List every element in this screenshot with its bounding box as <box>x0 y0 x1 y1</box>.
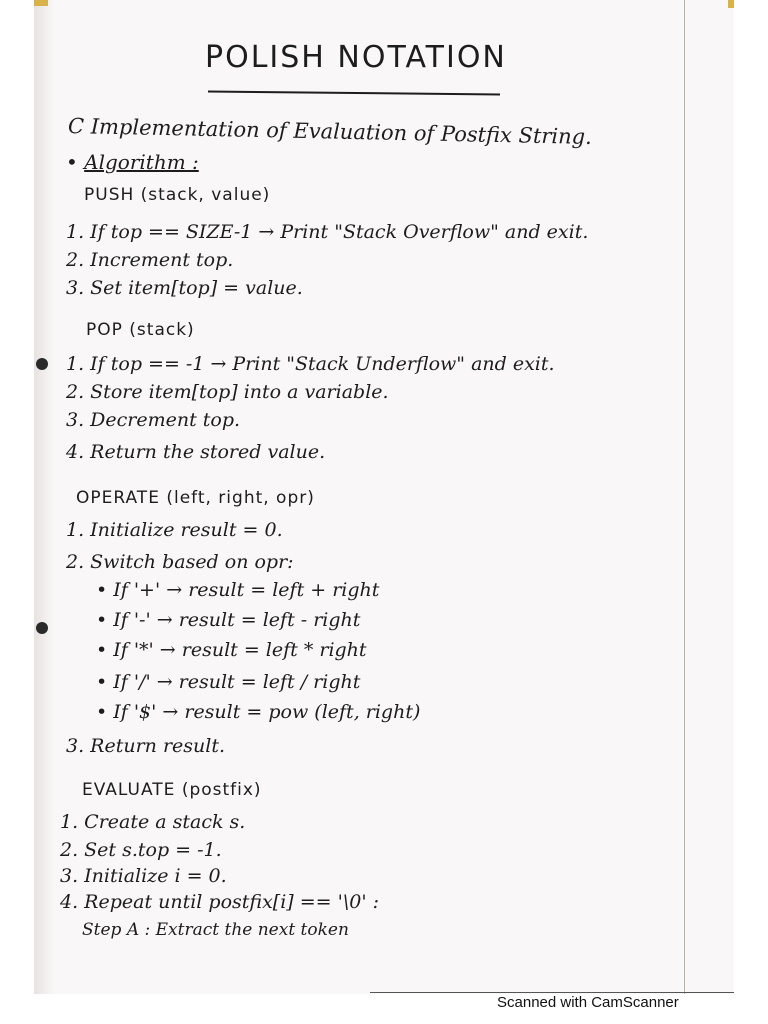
evaluate-step-1: 1. Create a stack s. <box>60 811 246 833</box>
operate-case: • If '$' → result = pow (left, right) <box>96 701 421 723</box>
corner-mark-right <box>728 0 734 8</box>
bottom-rule <box>370 992 734 993</box>
operate-case: • If '+' → result = left + right <box>96 579 380 601</box>
push-header: PUSH (stack, value) <box>84 185 271 205</box>
evaluate-step-3: 3. Initialize i = 0. <box>60 865 227 887</box>
page-title: POLISH NOTATION <box>205 40 507 75</box>
margin-line <box>684 0 685 994</box>
evaluate-header: EVALUATE (postfix) <box>82 780 262 800</box>
operate-return: 3. Return result. <box>66 735 226 757</box>
evaluate-substep: Step A : Extract the next token <box>82 920 349 940</box>
push-step-3: 3. Set item[top] = value. <box>66 277 303 299</box>
operate-step-1: 1. Initialize result = 0. <box>66 519 283 541</box>
push-step-2: 2. Increment top. <box>66 249 234 271</box>
corner-mark <box>34 0 48 6</box>
evaluate-step-2: 2. Set s.top = -1. <box>60 839 222 861</box>
operate-header: OPERATE (left, right, opr) <box>76 488 315 508</box>
push-step-1: 1. If top == SIZE-1 → Print "Stack Overflow" and exit. <box>66 221 589 243</box>
binder-hole-icon <box>36 358 48 370</box>
operate-case: • If '/' → result = left / right <box>96 671 361 693</box>
algorithm-heading: • Algorithm : <box>66 150 199 174</box>
pop-header: POP (stack) <box>86 320 195 340</box>
binder-hole-icon <box>36 622 48 634</box>
section-heading: C Implementation of Evaluation of Postfix String. <box>67 114 593 149</box>
pop-step-4: 4. Return the stored value. <box>66 441 326 463</box>
operate-case: • If '-' → result = left - right <box>96 609 361 631</box>
operate-step-2: 2. Switch based on opr: <box>66 551 294 573</box>
pop-step-1: 1. If top == -1 → Print "Stack Underflow" and exit. <box>66 353 555 375</box>
evaluate-step-4: 4. Repeat until postfix[i] == '\0' : <box>60 891 380 913</box>
scanner-watermark: Scanned with CamScanner <box>497 994 679 1011</box>
pop-step-3: 3. Decrement top. <box>66 409 241 431</box>
page-left-edge <box>34 0 54 994</box>
algorithm-label: Algorithm : <box>84 150 199 174</box>
pop-step-2: 2. Store item[top] into a variable. <box>66 381 389 403</box>
operate-case: • If '*' → result = left * right <box>96 639 367 661</box>
